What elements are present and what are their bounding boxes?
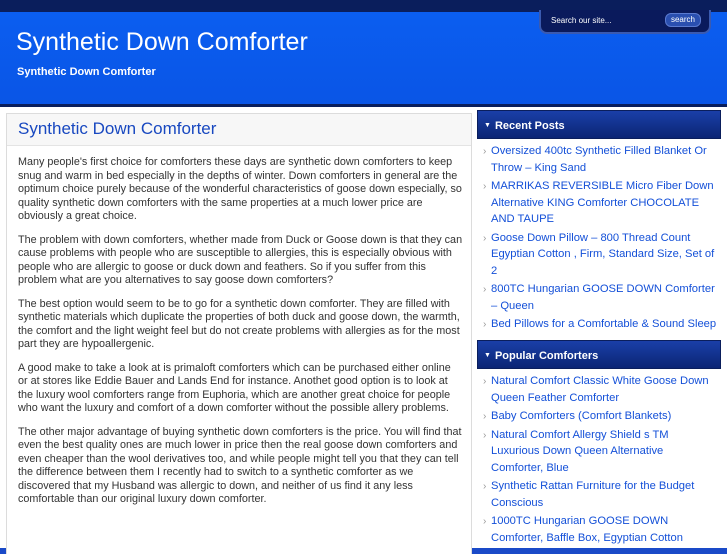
- popular-comforter-link[interactable]: › Natural Comfort Allergy Shield s TM Luxurious Down Queen Alternative Comforter, Blue: [483, 428, 669, 474]
- recent-post-link[interactable]: › 800TC Hungarian GOOSE DOWN Comforter – Queen: [483, 283, 715, 312]
- bullet-icon: ›: [483, 232, 487, 244]
- post-title[interactable]: Synthetic Down Comforter: [7, 114, 471, 146]
- recent-post-link[interactable]: › Bed Pillows for a Comfortable & Sound Sleep: [483, 316, 717, 333]
- popular-comforter-link[interactable]: › Natural Comfort Classic White Goose Down Queen Feather Comforter: [483, 375, 709, 404]
- post-paragraph: The best option would seem to be to go for a synthetic down comforter. They are filled with synthetic materials which duplicate the properties of both duck and goose down, the warmth, the comfort and the light weight feel but do not create problems with allergies as for the most part they are hypoallergenic.: [18, 297, 460, 350]
- search-button[interactable]: search: [665, 13, 701, 27]
- bullet-icon: ›: [483, 181, 487, 192]
- bullet-icon: ›: [483, 429, 487, 441]
- caret-down-icon: ▼: [484, 352, 491, 359]
- site-title[interactable]: Synthetic Down Comforter: [16, 28, 308, 56]
- post-paragraph: Many people's first choice for comforters these days are synthetic down comforters to keep snug and warm in bed especially in the depths of winter. Down comforters in general are the optimum choice purely because of the wonderful characteristics of goose down especially, so quality synthetic down comforters with the same properties at a much lower price are obviously a great choice.: [18, 156, 462, 222]
- bullet-icon: ›: [483, 481, 487, 492]
- bullet-icon: ›: [483, 284, 487, 295]
- bullet-icon: ›: [483, 411, 487, 422]
- popular-comforter-link[interactable]: › Synthetic Rattan Furniture for the Budget Conscious: [483, 480, 695, 509]
- site-tagline: Synthetic Down Comforter: [17, 66, 156, 78]
- search-box: [539, 10, 711, 34]
- post-body: [7, 146, 471, 507]
- recent-posts-heading: [477, 110, 721, 139]
- popular-comforters-title: Popular Comforters: [494, 350, 599, 362]
- main-content: [6, 113, 472, 554]
- popular-comforter-link[interactable]: › Baby Comforters (Comfort Blankets): [483, 408, 717, 425]
- popular-comforters-list: [477, 369, 721, 546]
- caret-down-icon: ▼: [484, 122, 491, 129]
- post-paragraph: The problem with down comforters, whether made from Duck or Goose down is that they can cause problems with people who are susceptible to allergies, this is especially obvious with people who are allergic to goose or duck down and feathers. So if you suffer from this problem what are you alternatives to say goose down comforters?: [18, 233, 463, 286]
- bullet-icon: ›: [483, 516, 487, 527]
- bullet-icon: ›: [483, 319, 487, 330]
- popular-comforter-link[interactable]: › 1000TC Hungarian GOOSE DOWN Comforter, Baffle Box, Egyptian Cotton: [483, 515, 683, 544]
- post-paragraph: A good make to take a look at is primaloft comforters which can be purchased either online or at stores like Eddie Bauer and Lands End for instance. Anothet good option is to look at the luxury wool comforters range from Euphoria, which are another great choice for people who want the luxury and comfort of a down comforter without the possible allery problems.: [18, 361, 451, 414]
- bullet-icon: ›: [483, 376, 487, 387]
- search-input[interactable]: [551, 13, 661, 27]
- recent-post-link[interactable]: › Oversized 400tc Synthetic Filled Blanket Or Throw – King Sand: [483, 145, 707, 174]
- recent-posts-list: [477, 139, 721, 333]
- recent-posts-title: Recent Posts: [494, 120, 565, 132]
- popular-comforters-heading: [477, 340, 721, 369]
- recent-posts-widget: [477, 110, 721, 335]
- bullet-icon: ›: [483, 146, 487, 157]
- recent-post-link[interactable]: › MARRIKAS REVERSIBLE Micro Fiber Down Alternative KING Comforter CHOCOLATE AND TAUPE: [483, 180, 714, 225]
- popular-comforters-widget: [477, 340, 721, 548]
- post-paragraph: The other major advantage of buying synthetic down comforters is the price. You will find that even the best quality ones are much lower in price then the real goose down comforters and even cheaper than the wool derivatives too, and while people might tell you that they can tell the difference between them I recently had to switch to a synthetic comforter as we discovered that my Husband was allergic to down, and neither of us find it any less comfortable than our original luxury down comforter.: [18, 425, 462, 505]
- site-header: [0, 12, 727, 104]
- recent-post-link[interactable]: › Goose Down Pillow – 800 Thread Count Egyptian Cotton , Firm, Standard Size, Set of 2: [483, 231, 715, 277]
